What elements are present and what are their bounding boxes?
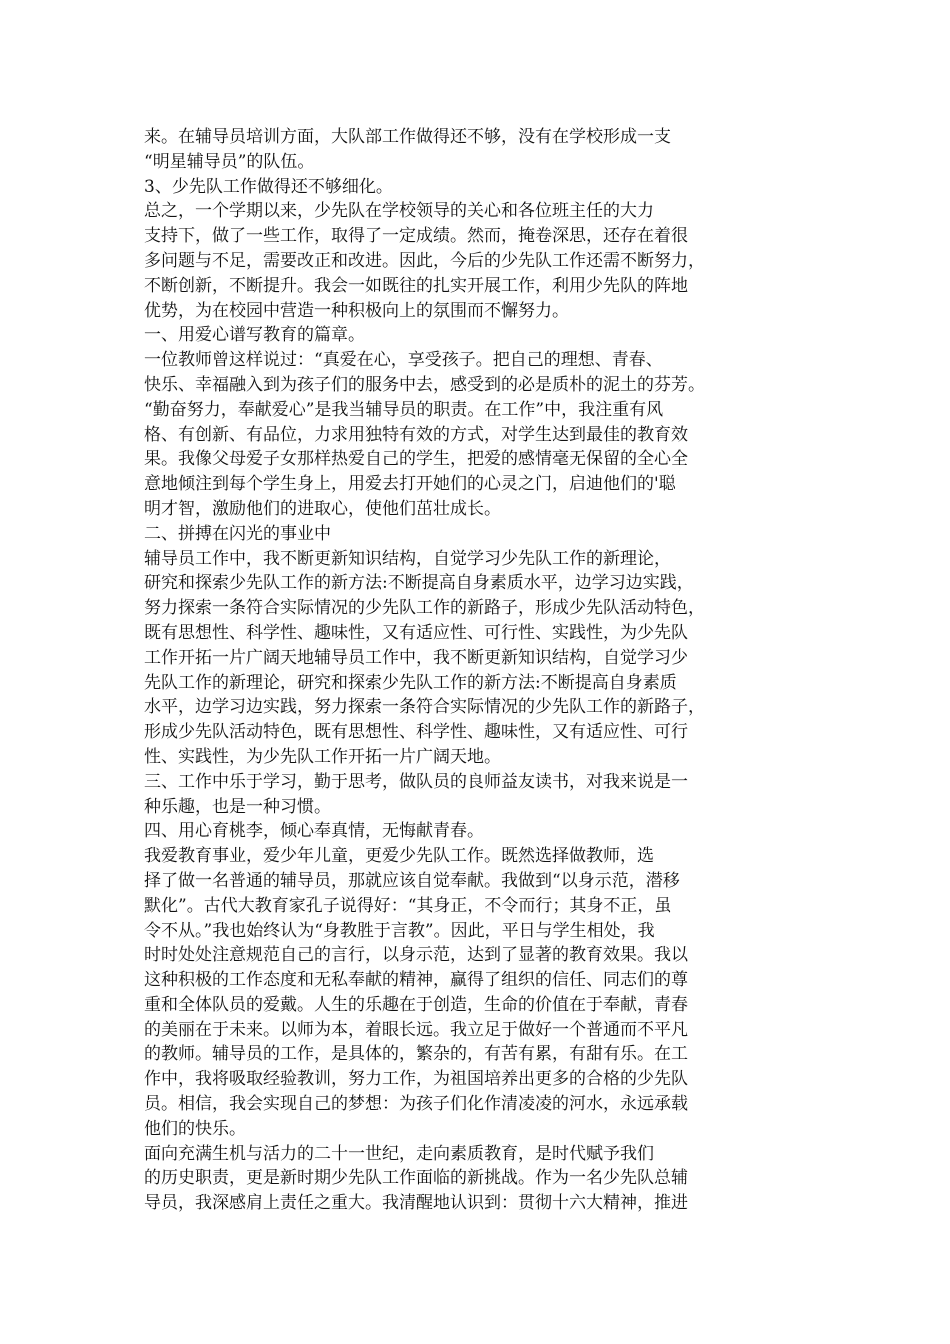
text-line: 时时处处注意规范自己的言行，以身示范，达到了显著的教育效果。我以 (144, 945, 688, 966)
text-line: “明星辅导员”的队伍。 (144, 151, 315, 172)
text-line: 多问题与不足，需要改正和改进。因此，今后的少先队工作还需不断努力， (144, 250, 705, 271)
text-line: 一位教师曾这样说过：“真爱在心，享受孩子。把自己的理想、青春、 (144, 350, 663, 371)
text-line: 作中，我将吸取经验教训，努力工作，为祖国培养出更多的合格的少先队 (144, 1069, 688, 1090)
text-line: 努力探索一条符合实际情况的少先队工作的新路子，形成少先队活动特色， (144, 598, 705, 619)
text-line: 性、实践性，为少先队工作开拓一片广阔天地。 (144, 746, 501, 767)
text-line: 令不从。”我也始终认为“身教胜于言教”。因此，平日与学生相处，我 (144, 920, 655, 941)
text-line: 格、有创新、有品位，力求用独特有效的方式，对学生达到最佳的教育效 (144, 424, 688, 445)
text-line: 总之，一个学期以来，少先队在学校领导的关心和各位班主任的大力 (144, 201, 654, 222)
text-line: 我爱教育事业，爱少年儿童，更爱少先队工作。既然选择做教师，选 (144, 846, 654, 867)
text-line: 不断创新，不断提升。我会一如既往的扎实开展工作，利用少先队的阵地 (144, 275, 688, 296)
text-line: 快乐、幸福融入到为孩子们的服务中去，感受到的必是质朴的泥土的芬芳。 (144, 374, 705, 395)
text-line: 优势，为在校园中营造一种积极向上的氛围而不懈努力。 (144, 300, 569, 321)
text-line: 工作开拓一片广阔天地辅导员工作中，我不断更新知识结构，自觉学习少 (144, 647, 688, 668)
text-line: 辅导员工作中，我不断更新知识结构，自觉学习少先队工作的新理论， (144, 548, 671, 569)
document-body (144, 125, 784, 1216)
text-line: 面向充满生机与活力的二十一世纪，走向素质教育，是时代赋予我们 (144, 1143, 654, 1164)
text-line: 一、用爱心谱写教育的篇章。 (144, 325, 365, 346)
text-line: 二、拼搏在闪光的事业中 (144, 523, 331, 544)
text-line: 形成少先队活动特色，既有思想性、科学性、趣味性，又有适应性、可行 (144, 722, 688, 743)
text-line: 果。我像父母爱子女那样热爱自己的学生，把爱的感情毫无保留的全心全 (144, 449, 688, 470)
text-line: 他们的快乐。 (144, 1118, 246, 1139)
text-line: 既有思想性、科学性、趣味性，又有适应性、可行性、实践性，为少先队 (144, 622, 688, 643)
text-line: 来。在辅导员培训方面，大队部工作做得还不够，没有在学校形成一支 (144, 127, 671, 147)
text-line: 三、工作中乐于学习，勤于思考，做队员的良师益友读书，对我来说是一 (144, 771, 688, 792)
text-line: 导员，我深感肩上责任之重大。我清醒地认识到：贯彻十六大精神，推进 (144, 1193, 688, 1214)
text-line: 默化”。古代大教育家孔子说得好：“其身正，不令而行；其身不正，虽 (144, 895, 672, 916)
text-line: 的历史职责，更是新时期少先队工作面临的新挑战。作为一名少先队总辅 (144, 1168, 688, 1189)
text-line: 择了做一名普通的辅导员，那就应该自觉奉献。我做到“以身示范，潜移 (144, 870, 680, 891)
text-line: 支持下，做了一些工作，取得了一定成绩。然而，掩卷深思，还存在着很 (144, 226, 688, 247)
text-line: 的教师。辅导员的工作，是具体的，繁杂的，有苦有累，有甜有乐。在工 (144, 1044, 688, 1065)
text-line: 的美丽在于未来。以师为本，着眼长远。我立足于做好一个普通而不平凡 (144, 1019, 688, 1040)
text-line: 明才智，激励他们的进取心，使他们茁壮成长。 (144, 498, 501, 519)
text-line: 员。相信，我会实现自己的梦想：为孩子们化作清凌凌的河水，永远承载 (144, 1094, 688, 1115)
text-line: 重和全体队员的爱戴。人生的乐趣在于创造，生命的价值在于奉献，青春 (144, 994, 688, 1015)
text-line: 研究和探索少先队工作的新方法:不断提高自身素质水平，边学习边实践， (144, 573, 694, 594)
text-line: 先队工作的新理论，研究和探索少先队工作的新方法:不断提高自身素质 (144, 672, 677, 693)
text-line: “勤奋努力，奉献爱心”是我当辅导员的职责。在工作”中，我注重有风 (144, 399, 664, 420)
text-line: 水平，边学习边实践，努力探索一条符合实际情况的少先队工作的新路子， (144, 697, 705, 718)
text-line: 3、少先队工作做得还不够细化。 (144, 176, 393, 197)
text-line: 意地倾注到每个学生身上，用爱去打开她们的心灵之门，启迪他们的'聪 (144, 474, 676, 495)
text-line: 这种积极的工作态度和无私奉献的精神，赢得了组织的信任、同志们的尊 (144, 970, 688, 991)
text-line: 种乐趣，也是一种习惯。 (144, 796, 331, 817)
text-line: 四、用心育桃李，倾心奉真情，无悔献青春。 (144, 821, 484, 842)
